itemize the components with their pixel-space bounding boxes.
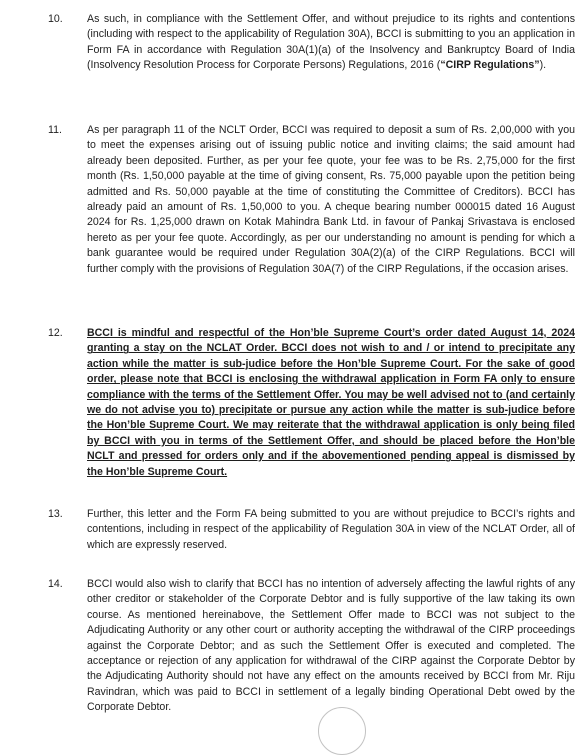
paragraph-text: BCCI would also wish to clarify that BCCI has no intention of adversely affecting the lawful rights of any other creditor or stakeholder of the Corporate Debtor and is fully supportive of the law taking its own course. As mentioned hereinabove, the Settlement Offer made to BCCI was not subject to the Adjudicating Authority or any other court or authority accepting the withdrawal of the CIRP proceedings against the Corporate Debtor; and as such the Settlement Offer is executed and completed. The acceptance or rejection of any application for withdrawal of the CIRP against the Corporate Debtor by the Adjudicating Authority should not have any effect on the amounts received by BCCI from Mr. Riju Ravindran, which was paid to BCCI in settlement of a legally binding Operational Debt owed by the Corporate Debtor.: [87, 578, 575, 714]
stamp-seal: [318, 707, 366, 755]
paragraph-text: BCCI is mindful and respectful of the Hon’ble Supreme Court’s order dated August 14, 2024 granting a stay on the NCLAT Order. BCCI does not wish to and / or intend to precipitate any action while the matter is sub-judice before the Hon’ble Supreme Court. For the sake of good order, please note that BCCI is enclosing the withdrawal application in Form FA only to ensure compliance with the terms of the Settlement Offer. You may be well advised not to (and certainly we do not advise you to) precipitate or pursue any action while the matter is sub-judice before the Hon’ble Supreme Court. We may reiterate that the withdrawal application is only being filed by BCCI with you in terms of the Settlement Offer, and should be placed before the Hon’ble NCLT and pressed for orders only and if the abovementioned pending appeal is dismissed by the Hon’ble Supreme Court.: [87, 327, 575, 478]
paragraph-text-part: ).: [539, 59, 547, 72]
paragraph-number: 13.: [48, 508, 63, 520]
paragraph-text: Further, this letter and the Form FA being submitted to you are without prejudice to BCCI’s rights and contentions, including in respect of the applicability of Regulation 30A in view of the NCLAT Order, all of which are expressly reserved.: [87, 508, 575, 551]
paragraph-number: 12.: [48, 327, 63, 339]
paragraph-number: 14.: [48, 578, 63, 590]
paragraph-number: 11.: [48, 124, 62, 136]
paragraph-text-part: As such, in compliance with the Settlement Offer, and without prejudice to its rights and contentions (including with respect to the applicability of Regulation 30A), BCCI is submitting to you an application in Form FA in accordance with Regulation 30A(1)(a) of the Insolvency and Bankruptcy Board of India (Insolvency Resolution Process for Corporate Persons) Regulations, 2016 (: [87, 13, 575, 72]
paragraph-number: 10.: [48, 13, 63, 25]
paragraph-text: As per paragraph 11 of the NCLT Order, BCCI was required to deposit a sum of Rs. 2,00,000 with you to meet the expenses arising out of issuing public notice and inviting claims; the said amount had already been deposited. Further, as per your fee quote, your fee was to be Rs. 2,75,000 for the first month (Rs. 1,50,000 payable at the time of giving consent, Rs. 75,000 payable upon the petition being admitted and Rs. 50,000 payable at the time of constituting the Committee of Creditors). BCCI has already paid an amount of Rs. 1,50,000 to you. A cheque bearing number 000015 dated 16 August 2024 for Rs. 1,25,000 drawn on Kotak Mahindra Bank Ltd. in favour of Pankaj Srivastava is enclosed hereto as per your fee quote. Accordingly, as per our understanding no amount is pending for which a bank guarantee would be required under Regulation 30A(2)(a) of the CIRP Regulations. BCCI will further comply with the provisions of Regulation 30A(7) of the CIRP Regulations, if the occasion arises.: [87, 124, 575, 275]
paragraph-text: [87, 12, 575, 74]
defined-term: “CIRP Regulations”: [440, 59, 540, 72]
